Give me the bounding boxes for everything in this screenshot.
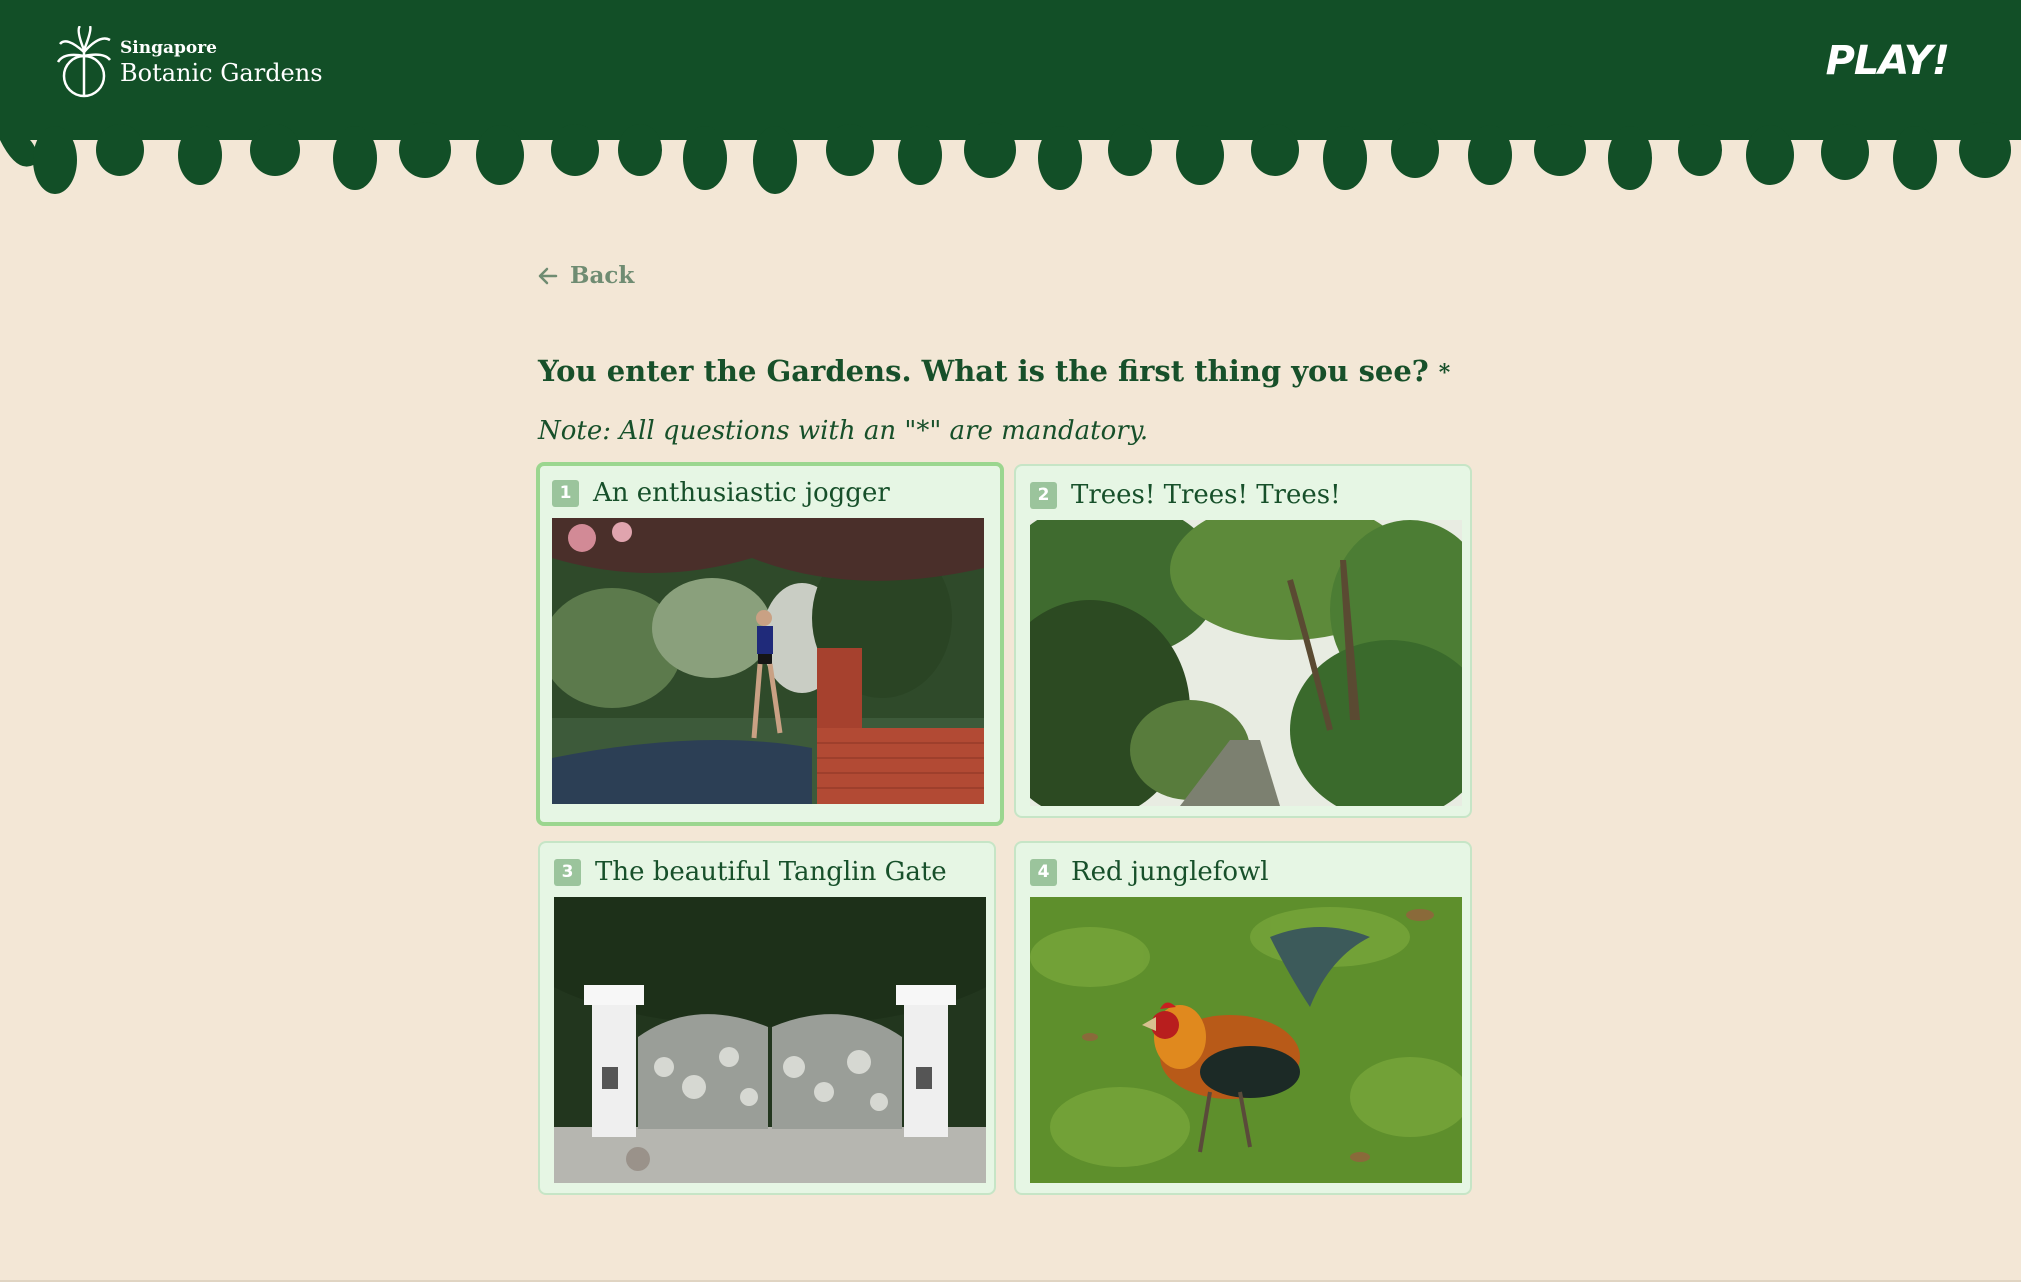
logo-small-text: Singapore (120, 37, 217, 58)
option-label: Trees! Trees! Trees! (1071, 480, 1341, 510)
option-number-badge: 1 (552, 480, 579, 507)
trees-image (1030, 520, 1462, 806)
site-header (0, 0, 2021, 200)
option-label: The beautiful Tanglin Gate (595, 857, 947, 887)
gate-photo (554, 897, 986, 1183)
junglefowl-photo (1030, 897, 1462, 1183)
arrow-left-icon (538, 267, 558, 285)
question-title (538, 354, 1450, 388)
back-button[interactable] (538, 262, 634, 289)
required-marker: * (1438, 360, 1451, 386)
junglefowl-image (1030, 897, 1462, 1183)
option-card-4[interactable] (1014, 841, 1472, 1195)
option-card-3[interactable] (538, 841, 996, 1195)
option-card-2[interactable] (1014, 464, 1472, 818)
jogger-image (552, 518, 984, 804)
palm-logo-icon (56, 26, 112, 98)
garden-logo[interactable] (56, 26, 323, 98)
logo-big-text: Botanic Gardens (120, 58, 323, 87)
option-number-badge: 2 (1030, 482, 1057, 509)
option-number-badge: 3 (554, 859, 581, 886)
mandatory-note: Note: All questions with an "*" are mandatory. (538, 416, 1149, 446)
option-number-badge: 4 (1030, 859, 1057, 886)
option-label: An enthusiastic jogger (593, 478, 890, 508)
gate-image (554, 897, 986, 1183)
option-label: Red junglefowl (1071, 857, 1269, 887)
trees-photo (1030, 520, 1462, 806)
option-card-1[interactable] (536, 462, 1004, 826)
jogger-photo (552, 518, 984, 804)
question-text: You enter the Gardens. What is the first thing you see? (538, 354, 1429, 388)
play-logo[interactable]: PLAY! (1825, 38, 1949, 84)
back-label: Back (570, 262, 635, 289)
